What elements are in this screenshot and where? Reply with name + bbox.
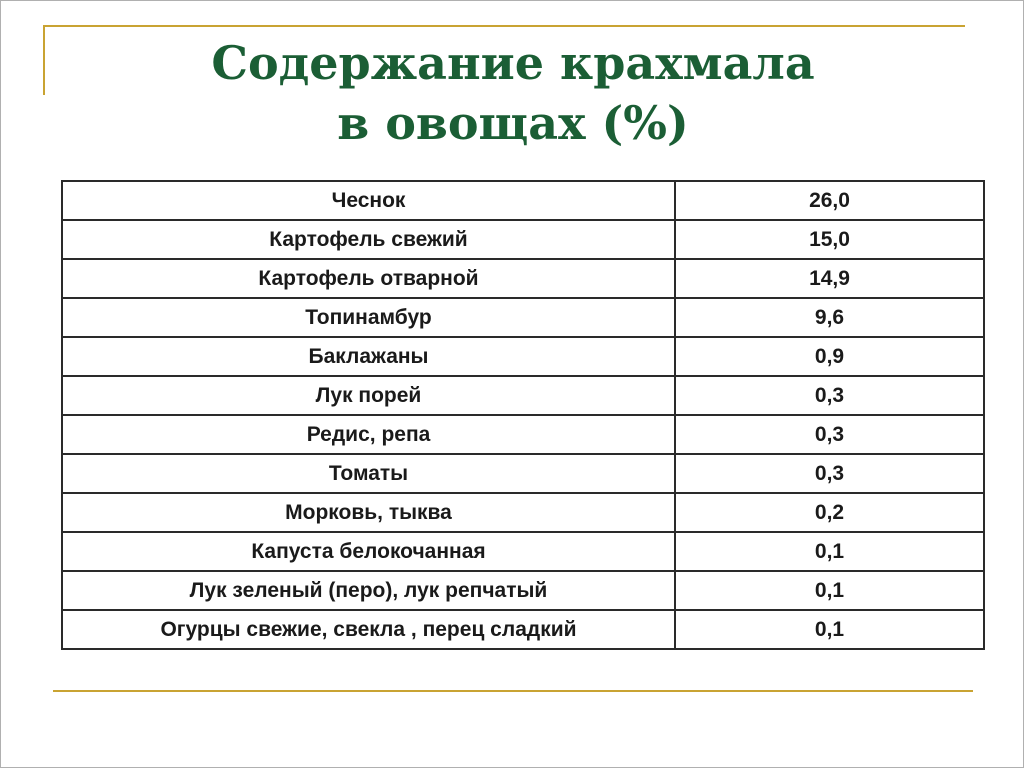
starch-value-cell: 0,2 <box>675 493 984 532</box>
starch-value-cell: 0,1 <box>675 571 984 610</box>
table-row <box>62 610 984 649</box>
vegetable-name-cell: Картофель отварной <box>62 259 675 298</box>
slide-title-line-2: в овощах (%) <box>337 96 689 150</box>
vegetable-name-cell: Капуста белокочанная <box>62 532 675 571</box>
vegetable-name-cell: Огурцы свежие, свекла , перец сладкий <box>62 610 675 649</box>
starch-value-cell: 0,1 <box>675 610 984 649</box>
vegetable-name-cell: Лук порей <box>62 376 675 415</box>
starch-value-cell: 15,0 <box>675 220 984 259</box>
slide-title <box>61 33 965 153</box>
starch-value-cell: 0,3 <box>675 376 984 415</box>
vegetable-name-cell: Морковь, тыква <box>62 493 675 532</box>
starch-value-cell: 0,3 <box>675 415 984 454</box>
starch-value-cell: 14,9 <box>675 259 984 298</box>
accent-line-left <box>43 25 45 95</box>
table-row <box>62 337 984 376</box>
accent-line-top <box>43 25 965 27</box>
vegetable-name-cell: Баклажаны <box>62 337 675 376</box>
vegetable-name-cell: Томаты <box>62 454 675 493</box>
starch-content-table <box>61 180 985 650</box>
table-row <box>62 259 984 298</box>
vegetable-name-cell: Картофель свежий <box>62 220 675 259</box>
starch-value-cell: 9,6 <box>675 298 984 337</box>
vegetable-name-cell: Чеснок <box>62 181 675 220</box>
accent-line-bottom <box>53 690 973 692</box>
table-row <box>62 454 984 493</box>
table-row <box>62 415 984 454</box>
table-row <box>62 181 984 220</box>
starch-value-cell: 0,9 <box>675 337 984 376</box>
table-row <box>62 532 984 571</box>
table-row <box>62 493 984 532</box>
slide-title-line-1: Содержание крахмала <box>211 36 815 90</box>
table-row <box>62 220 984 259</box>
vegetable-name-cell: Редис, репа <box>62 415 675 454</box>
table-row <box>62 376 984 415</box>
vegetable-name-cell: Лук зеленый (перо), лук репчатый <box>62 571 675 610</box>
table-row <box>62 298 984 337</box>
vegetable-name-cell: Топинамбур <box>62 298 675 337</box>
starch-value-cell: 0,1 <box>675 532 984 571</box>
starch-value-cell: 26,0 <box>675 181 984 220</box>
table-row <box>62 571 984 610</box>
starch-value-cell: 0,3 <box>675 454 984 493</box>
